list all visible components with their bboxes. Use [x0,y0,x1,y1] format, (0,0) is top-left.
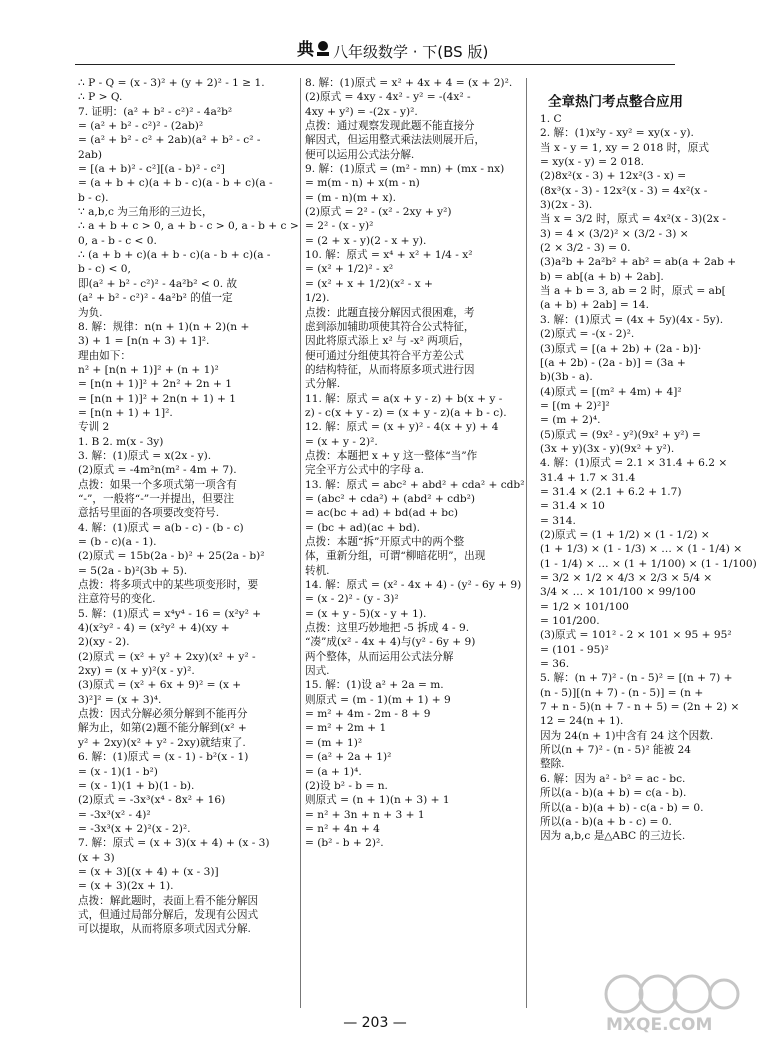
text-line: 即(a² + b² - c²)² - 4a²b² < 0. 故 [78,277,238,290]
text-line: 点拨：本题把 x + y 这一整体“当”作 [305,449,478,462]
text-line: (2)原式 = 15b(2a - b)² + 25(2a - b)² [78,550,265,563]
text-line: = ac(bc + ad) + bd(ad + bc) [305,507,459,520]
text-line: 解为止，如第(2)题不能分解到(x² + [78,722,247,735]
text-line: 8. 解：规律：n(n + 1)(n + 2)(n + [78,320,250,333]
text-line: ∴ (a + b + c)(a + b - c)(a - b + c)(a - [78,249,271,262]
text-line: (a + b) + 2ab] = 14. [540,299,650,312]
text-line: (8x³(x - 3) - 12x²(x - 3) = 4x²(x - [540,184,708,197]
text-line: = 31.4 × (2.1 + 6.2 + 1.7) [540,485,682,498]
text-line: n² + [n(n + 1)]² + (n + 1)² [78,363,219,376]
text-line: 6. 解：(1)原式 = (x - 1) - b²(x - 1) [78,751,249,764]
text-line: = (b - c)(a - 1). [78,536,157,548]
section-title: 全章热门考点整合应用 [548,94,683,110]
text-line: 5. 解：(n + 7)² - (n - 5)² = [(n + 7) + [540,672,733,685]
text-line: (3)原式 = 101² - 2 × 101 × 95 + 95² [540,629,732,642]
text-line: “-”，一般将“-”一并提出，但要注 [78,492,234,505]
text-line: 12. 解：原式 = (x + y)² - 4(x + y) + 4 [305,421,499,434]
text-line: = m(m - n) + x(m - n) [305,177,420,190]
text-line: = n² + 3n + n + 3 + 1 [305,808,425,821]
column-divider [526,78,527,1008]
text-line: 因为 24(n + 1)中含有 24 这个因数. [540,729,714,742]
page-header [0,40,750,66]
text-line: = 31.4 × 10 [540,500,605,513]
text-line: 则原式 = (n + 1)(n + 3) + 1 [305,794,450,807]
text-line: 0, a - b - c < 0. [78,234,157,247]
text-line: 两个整体，从而运用公式法分解 [305,650,454,663]
text-line: 9. 解：(1)原式 = (m² - mn) + (mx - nx) [305,163,505,176]
text-line: 10. 解：原式 = x⁴ + x² + 1/4 - x² [305,249,473,262]
text-line: (2)原式 = (1 + 1/2) × (1 - 1/2) × [540,528,710,541]
text-line: = [n(n + 1)]² + 2n(n + 1) + 1 [78,392,236,405]
text-line: 4)(x²y² - 4) = (x²y² + 4)(xy + [78,622,230,635]
text-line: 4. 解：(1)原式 = 2.1 × 31.4 + 6.2 × [540,457,728,470]
text-line: 3) + 1 = [n(n + 3) + 1]². [78,335,210,348]
text-line: = (x + 3)(2x + 1). [78,880,174,893]
text-line: 当 x - y = 1, xy = 2 018 时，原式 [540,141,709,154]
header-divider [75,64,675,65]
book-title: 八年级数学 · 下(BS 版) [333,43,489,61]
text-line: 2)(xy - 2). [78,636,130,649]
text-line: 点拨：此题直接分解因式很困难，考 [305,306,475,319]
text-line: = (b² - b + 2)². [305,837,384,850]
text-line: b) = ab[(a + b) + 2ab]. [540,270,664,283]
text-line: 式，但通过局部分解后，发现有公因式 [78,908,259,921]
text-line: = (bc + ad)(ac + bd). [305,521,420,534]
text-line: 7. 解：原式 = (x + 3)(x + 4) + (x - 3) [78,837,270,850]
text-line: = (x + y - 2)². [305,435,378,448]
text-line: 3) = 4 × (3/2)² × (3/2 - 3) × [540,227,689,240]
text-line: ∴ a + b + c > 0, a + b - c > 0, a - b + c > [78,220,299,233]
text-line: 11. 解：原式 = a(x + y - z) + b(x + y - [305,392,503,405]
text-line: 点拨：因式分解必须分解到不能再分 [78,708,248,721]
text-line: (2)原式 = -4m²n(m² - 4m + 7). [78,464,237,477]
text-line: = 2² - (x - y)² [305,220,374,233]
column-middle [305,76,525,851]
text-line: 则原式 = (m - 1)(m + 1) + 9 [305,693,451,706]
publisher-logo-icon [296,38,330,60]
text-line: 3. 解：(1)原式 = x(2x - y). [78,449,212,462]
text-line: 专训 2 [78,421,110,434]
text-line: 14. 解：原式 = (x² - 4x + 4) - (y² - 6y + 9) [305,579,522,592]
text-line: 1/2). [305,292,330,305]
text-line: = (m + 1)² [305,736,363,749]
text-line: = 314. [540,514,576,527]
text-line: 3)(2x - 3). [540,199,593,212]
text-line: 8. 解：(1)原式 = x² + 4x + 4 = (x + 2)². [305,77,513,89]
text-line: 因式. [305,665,330,678]
text-line: = -3x³(x + 2)²(x - 2)². [78,822,191,835]
page-number: — 203 — [343,1015,407,1031]
text-line: 7. 证明：(a² + b² - c²)² - 4a²b² [78,105,233,118]
text-line: 点拨：本题“拆”开原式中的两个整 [305,536,465,548]
text-line: 的结构特征，从而将原多项式进行因 [305,363,475,376]
text-line: ∴ P > Q. [78,91,123,104]
watermark-text: MXQE.COM [606,1015,713,1035]
text-line: = (2 + x - y)(2 - x + y). [305,234,427,247]
text-line: = (x - 2)² - (y - 3)² [305,593,399,606]
text-line: 式分解. [305,378,341,391]
text-line: (2)8x²(x - 3) + 12x²(3 - x) = [540,170,687,183]
text-line: 7 + n - 5)(n + 7 - n + 5) = (2n + 2) × [540,701,740,714]
text-line: (3)a²b + 2a²b² + ab² = ab(a + 2ab + [540,256,737,269]
text-line: (x + 3) [78,851,115,864]
text-line: = 3/2 × 1/2 × 4/3 × 2/3 × 5/4 × [540,572,713,584]
text-line: 注意符号的变化. [78,593,156,606]
text-line: = (x + y - 5)(x - y + 1). [305,607,427,620]
text-line: 所以(a - b)(a + b) - c(a - b) = 0. [540,801,704,814]
text-line: = m² + 2m + 1 [305,722,387,735]
text-line: 当 a + b = 3, ab = 2 时，原式 = ab[ [540,285,726,298]
text-line: 2. 解：(1)x²y - xy² = xy(x - y). [540,127,694,140]
text-line: = n² + 4n + 4 [305,822,380,835]
text-line: 体，重新分组，可谓“柳暗花明”，出现 [305,550,486,563]
text-line: = (a + b + c)(a + b - c)(a - b + c)(a - [78,177,273,190]
text-line: 解因式，但运用整式乘法法则展开后， [305,134,486,147]
text-line: 1. C [540,113,562,125]
text-line: = (x² + 1/2)² - x² [305,263,394,276]
text-line: “凑”成(x² - 4x + 4)与(y² - 6y + 9) [305,636,476,649]
text-line: 便可以运用公式法分解. [305,148,415,161]
text-line: 可以提取，从而将原多项式因式分解. [78,923,251,936]
text-line: = (a² + b² - c² + 2ab)(a² + b² - c² - [78,134,261,147]
text-line: 因此将原式添上 x² 与 -x² 两项后， [305,335,470,348]
text-line: (5)原式 = (9x² - y²)(9x² + y²) = [540,428,701,441]
text-line: (2)原式 = -(x - 2)². [540,328,635,341]
text-line: = (x + 3)[(x + 4) + (x - 3)] [78,865,219,878]
text-line: ∵ a,b,c 为三角形的三边长， [78,206,213,219]
text-line: = (x - 1)(1 - b²) [78,765,158,778]
text-line: 3/4 × … × 101/100 × 99/100 [540,586,696,599]
text-line: 因为 a,b,c 是△ABC 的三边长. [540,830,686,843]
text-line: (n - 5)][(n + 7) - (n - 5)] = (n + [540,686,704,699]
text-line: = (a + 1)⁴. [305,765,362,778]
column-right [540,112,757,844]
text-line: 转机. [305,564,330,577]
text-line: = xy(x - y) = 2 018. [540,156,645,169]
text-line: = -3x³(x² - 4)² [78,808,151,821]
text-line: 3. 解：(1)原式 = (4x + 5y)(4x - 5y). [540,313,724,326]
text-line: (3x + y)(3x - y)(9x² + y²). [540,442,675,455]
text-line: = (abc² + cda²) + (abd² + cdb²) [305,492,476,505]
text-line: (1 - 1/4) × … × (1 + 1/100) × (1 - 1/100) [540,557,757,570]
text-line: 6. 解：因为 a² - b² = ac - bc. [540,772,686,785]
text-line: 便可通过分组使其符合平方差公式 [305,349,464,362]
watermark-logo-icon [596,968,742,1034]
text-line: 所以(a - b)(a + b - c) = 0. [540,815,672,828]
text-line: = (m + 2)⁴. [540,414,601,427]
text-line: (2)原式 = -3x³(x⁴ - 8x² + 16) [78,794,226,807]
text-line: (4)原式 = [(m² + 4m) + 4]² [540,385,682,398]
text-line: 完全平方公式中的字母 a. [305,464,424,477]
text-line: b)(3b - a). [540,371,593,384]
text-line: = (m - n)(m + x). [305,191,396,204]
text-line: z) - c(x + y - z) = (x + y - z)(a + b - c). [305,406,507,419]
text-line: 1. B 2. m(x - 3y) [78,435,164,448]
text-line: = 5(2a - b)²(3b + 5). [78,564,188,577]
text-line: 意括号里面的各项要改变符号. [78,507,220,520]
text-line: (1 + 1/3) × (1 - 1/3) × … × (1 - 1/4) × [540,543,743,556]
text-line: 5. 解：(1)原式 = x⁴y⁴ - 16 = (x²y² + [78,607,262,620]
text-line: (3)原式 = [(a + 2b) + (2a - b)]· [540,342,702,355]
text-line: (2)原式 = 2² - (x² - 2xy + y²) [305,206,452,219]
text-line: = 101/200. [540,615,600,628]
text-line: = [(m + 2)²]² [540,399,610,412]
text-line: 整除. [540,758,565,771]
svg-text:典: 典 [297,40,314,60]
text-line: 3)²]² = (x + 3)⁴. [78,693,162,706]
text-line: = 1/2 × 101/100 [540,600,629,613]
text-line: = [n(n + 1) + 1]². [78,406,173,419]
text-line: 4xy + y²) = -(2x - y)². [305,105,418,118]
text-line: b - c). [78,191,109,204]
text-line: (2)原式 = (x² + y² + 2xy)(x² + y² - [78,650,256,663]
text-line: 为负. [78,306,103,319]
text-line: = m² + 4m - 2m - 8 + 9 [305,708,431,721]
text-line: = [n(n + 1)]² + 2n² + 2n + 1 [78,378,232,391]
text-line: 当 x = 3/2 时，原式 = 4x²(x - 3)(2x - [540,213,727,226]
text-line: 所以(a - b)(a + b) = c(a - b). [540,787,687,800]
text-line: 点拨：解此题时，表面上看不能分解因 [78,894,259,907]
text-line: 31.4 + 1.7 × 31.4 [540,471,636,484]
text-line: = [(a + b)² - c²][(a - b)² - c²] [78,163,225,176]
text-line: (3)原式 = (x² + 6x + 9)² = (x + [78,679,242,692]
text-line: (a² + b² - c²)² - 4a²b² 的值一定 [78,292,233,305]
text-line: 13. 解：原式 = abc² + abd² + cda² + cdb² [305,478,525,491]
text-line: 所以(n + 7)² - (n - 5)² 能被 24 [540,744,691,757]
text-line: [(a + 2b) - (2a - b)] = (3a + [540,356,686,369]
text-line: 点拨：通过观察发现此题不能直接分 [305,120,475,133]
text-line: (2)原式 = 4xy - 4x² - y² = -(4x² - [305,91,471,104]
column-divider [300,78,301,1008]
text-line: 理由如下： [78,349,131,362]
text-line: 点拨：这里巧妙地把 -5 拆成 4 - 9. [305,622,470,635]
text-line: 15. 解：(1)设 a² + 2a = m. [305,679,444,692]
text-line: 4. 解：(1)原式 = a(b - c) - (b - c) [78,521,244,534]
text-line: = 36. [540,658,570,671]
text-line: 2xy) = (x + y)²(x - y)². [78,665,195,678]
text-line: = (101 - 95)² [540,643,609,656]
text-line: = (x - 1)(1 + b)(1 - b). [78,779,195,792]
text-line: ∴ P - Q = (x - 3)² + (y + 2)² - 1 ≥ 1. [78,77,265,89]
text-line: 点拨：将多项式中的某些项变形时，要 [78,579,259,592]
text-line: y² + 2xy)(x² + y² - 2xy)就结束了. [78,736,246,749]
text-line: 2ab) [78,148,102,161]
text-line: 点拨：如果一个多项式第一项含有 [78,478,237,491]
text-line: = (a² + 2a + 1)² [305,751,392,764]
text-line: = (a² + b² - c²)² - (2ab)² [78,120,204,133]
text-line: (2 × 3/2 - 3) = 0. [540,242,631,255]
text-line: 12 = 24(n + 1). [540,715,624,728]
column-left [78,76,299,937]
text-line: = (x² + x + 1/2)(x² - x + [305,277,433,290]
text-line: b - c) < 0, [78,263,131,276]
text-line: 虑到添加辅助项使其符合公式特征， [305,320,475,333]
text-line: (2)设 b² - b = n. [305,779,388,792]
